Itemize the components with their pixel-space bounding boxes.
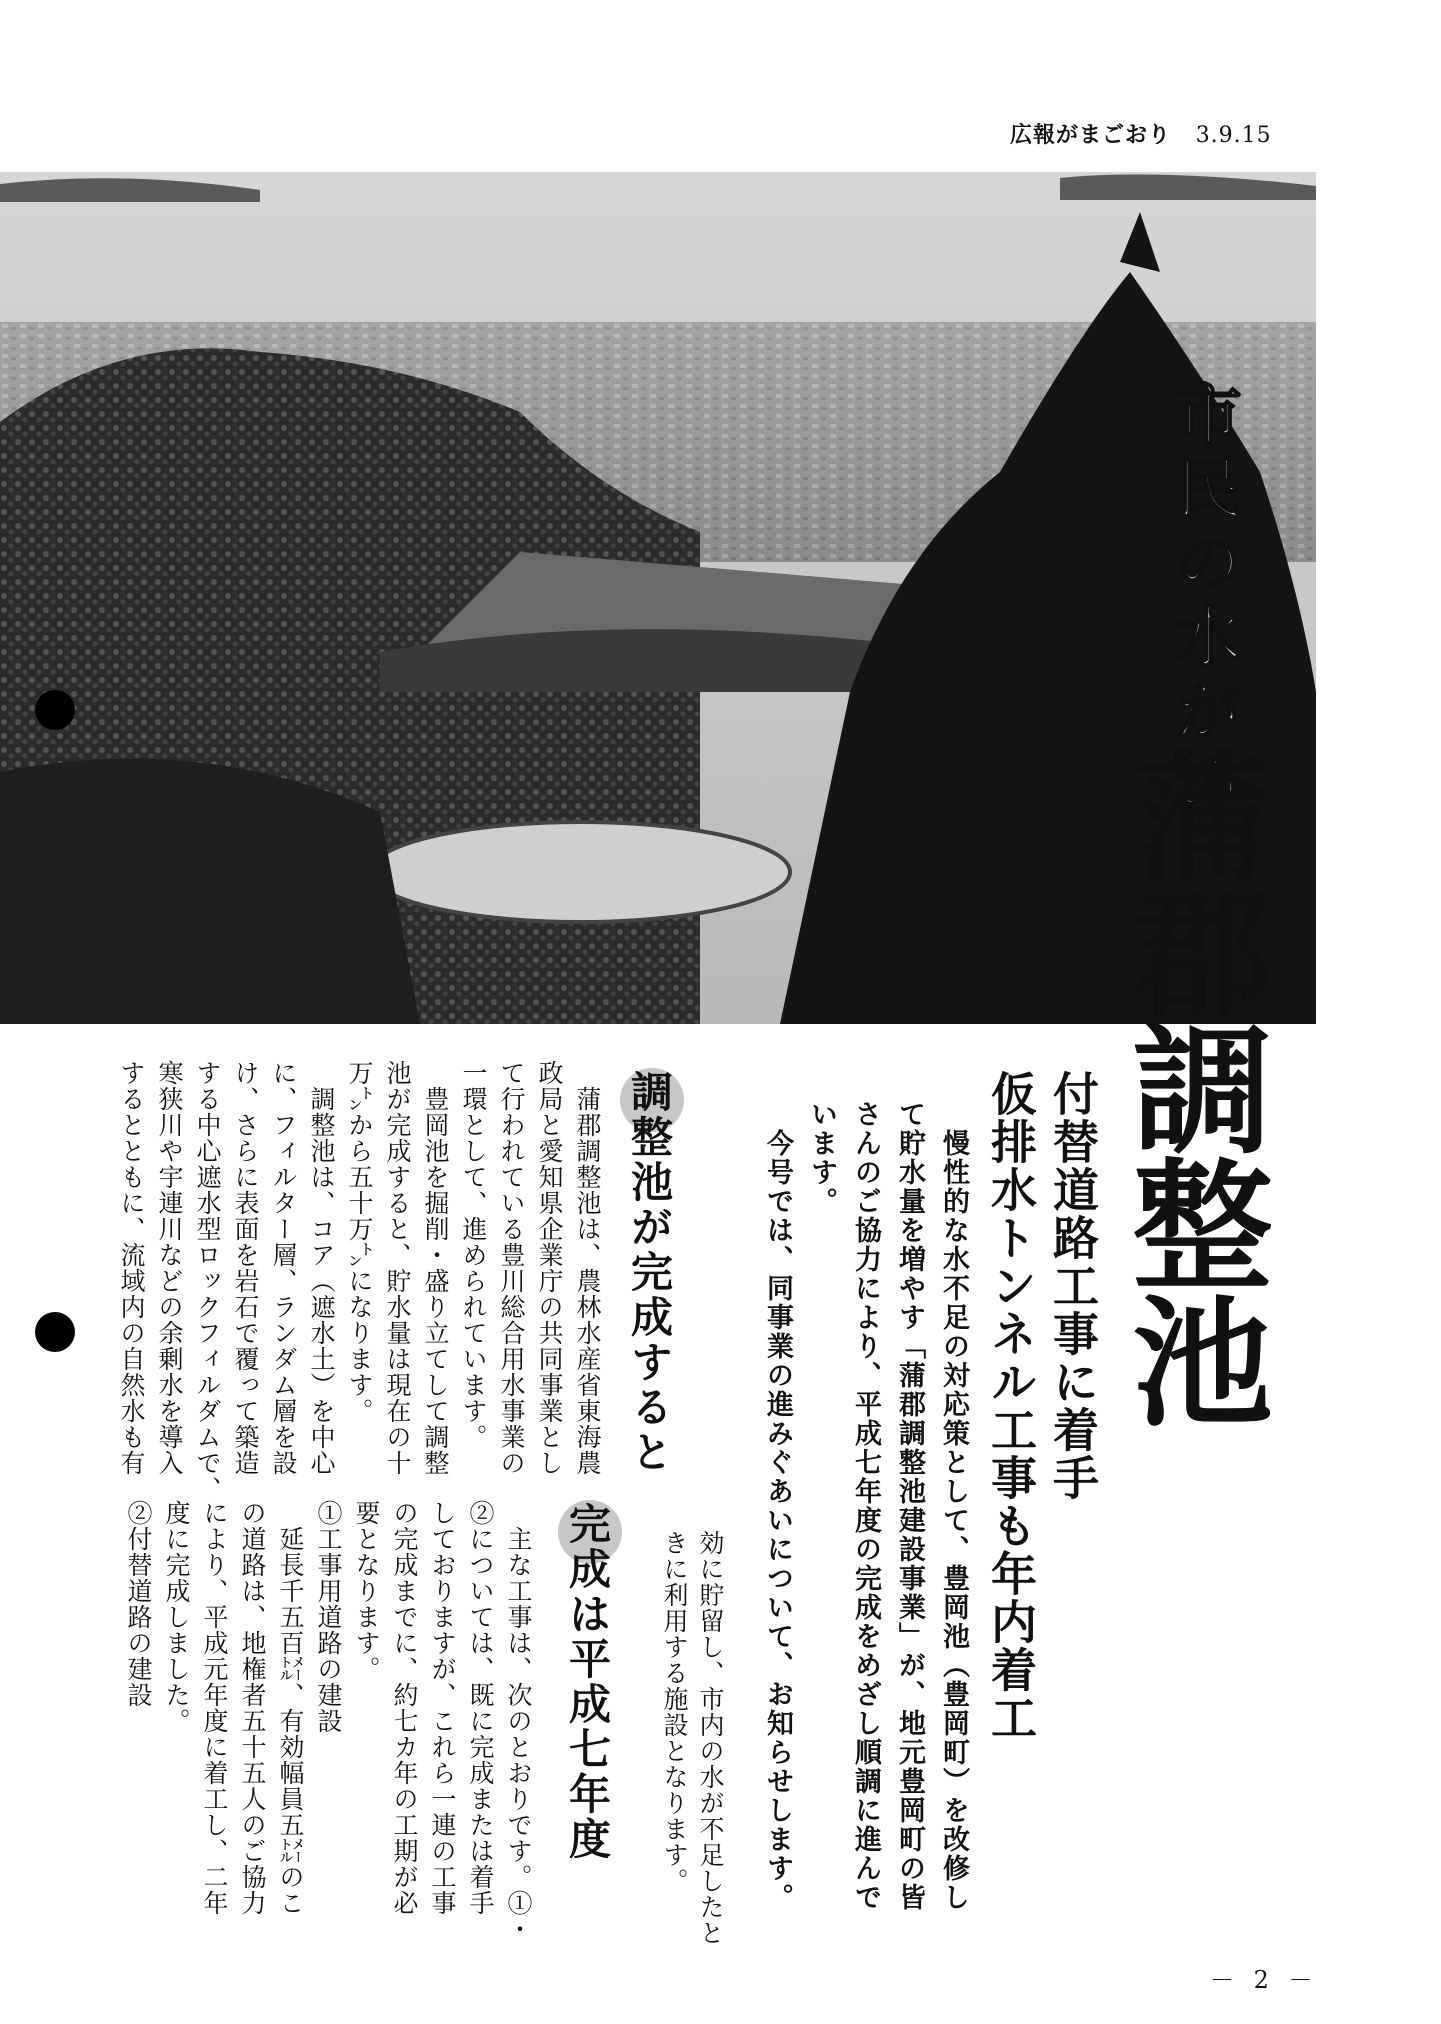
- header: [1010, 118, 1272, 149]
- section-2-line-12: 度に完成しました。: [162, 1500, 191, 1734]
- section-1-line-8: 調整池は、コア（遮水土）を中心: [307, 1060, 336, 1476]
- issue-date: 3.9.15: [1195, 123, 1272, 148]
- intro-line-3: さんのご協力により、平成七年度の完成をめざし順調に進んで: [850, 1100, 881, 1912]
- section-2-line-10: の道路は、地権者五十五人のご協力: [238, 1500, 267, 1916]
- section-2-line-5: しておりますが、これら一連の工事: [428, 1500, 457, 1916]
- section-1-line-1: 蒲郡調整池は、農林水産省東海農: [573, 1060, 602, 1476]
- section-1-line-5: 豊岡池を掘削・盛り立てして調整: [421, 1060, 450, 1476]
- intro-line-5: 今号では、同事業の進みぐあいについて、お知らせします。: [762, 1100, 793, 1912]
- subtitle-2: 仮排水トンネル工事も年内着工: [984, 1070, 1038, 1742]
- main-title: 蒲郡調整池: [1109, 745, 1272, 1425]
- title-lead: 市民の水がめ: [1164, 380, 1241, 824]
- section-1-heading: 調整池が完成すると: [625, 1070, 674, 1475]
- binding-hole-top: [35, 690, 75, 730]
- section-2-heading: 完成は平成七年度: [563, 1502, 612, 1862]
- section-1-line-13: するとともに、流域内の自然水も有: [117, 1060, 146, 1476]
- section-2-line-8: ①工事用道路の建設: [314, 1500, 343, 1734]
- intro-line-4: います。: [806, 1100, 837, 1216]
- section-2-line-11: により、平成元年度に着工し、二年: [200, 1500, 229, 1916]
- intro-line-1: 慢性的な水不足の対応策として、豊岡池（豊岡町）を改修し: [938, 1100, 969, 1912]
- section-1-line-11: する中心遮水型ロックフィルダムで、: [193, 1060, 222, 1502]
- section-2-line-9: 延長千五百㍍、有効幅員五㍍のこ: [276, 1500, 305, 1916]
- section-2-line-6: の完成までに、約七カ年の工期が必: [390, 1500, 419, 1916]
- subtitle-1: 付替道路工事に着手: [1046, 1070, 1100, 1502]
- section-2-line-3: 主な工事は、次のとおりです。①・: [504, 1500, 533, 1942]
- section-1-line-12: 寒狭川や宇連川などの余剰水を導入: [155, 1060, 184, 1476]
- section-2-line-2: きに利用する施設となります。: [660, 1530, 689, 1894]
- section-2-line-4: ②については、既に完成または着手: [466, 1500, 495, 1916]
- section-1-line-2: 政局と愛知県企業庁の共同事業とし: [535, 1060, 564, 1476]
- section-1-line-10: け、さらに表面を岩石で覆って築造: [231, 1060, 260, 1476]
- section-1-line-9: に、フィルター層、ランダム層を設: [269, 1060, 298, 1476]
- section-2-line-1: 効に貯留し、市内の水が不足したと: [696, 1530, 725, 1946]
- section-1-line-7: 万㌧から五十万㌧になります。: [345, 1060, 374, 1424]
- publication-name: 広報がまごおり: [1010, 123, 1172, 148]
- section-2-line-7: 要となります。: [352, 1500, 381, 1682]
- section-1-line-4: 一環として、進められています。: [459, 1060, 488, 1450]
- page-number: － 2 －: [1210, 1966, 1319, 1994]
- binding-hole-bottom: [35, 1312, 75, 1352]
- section-1-line-3: て行われている豊川総合用水事業の: [497, 1060, 526, 1476]
- section-2-line-13: ②付替道路の建設: [124, 1500, 153, 1708]
- intro-line-2: て貯水量を増やす「蒲郡調整池建設事業」が、地元豊岡町の皆: [894, 1100, 925, 1912]
- section-1-line-6: 池が完成すると、貯水量は現在の十: [383, 1060, 412, 1476]
